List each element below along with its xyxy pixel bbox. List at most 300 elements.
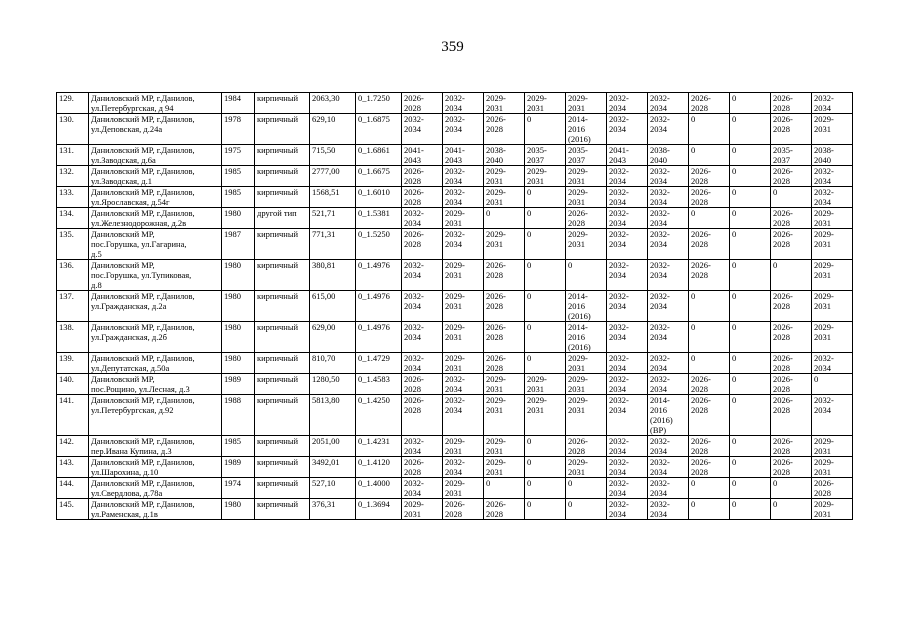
term-8-cell-line: 0 xyxy=(691,291,696,301)
area-cell: 615,00 xyxy=(310,291,356,322)
term-1-cell-line: 2028 xyxy=(404,103,421,113)
term-3-cell-line: 2026- xyxy=(486,260,506,270)
area-cell: 376,31 xyxy=(310,499,356,520)
term-11-cell-line: 2029- xyxy=(814,229,834,239)
term-4-cell-line: 0 xyxy=(527,499,532,509)
term-9-cell-line: 0 xyxy=(732,114,737,124)
term-5-cell-line: 0 xyxy=(568,478,573,488)
term-7-cell-line: 2034 xyxy=(650,124,667,134)
term-6-cell-line: 2034 xyxy=(609,509,626,519)
term-7-cell xyxy=(648,229,689,260)
material-cell: кирпичный xyxy=(255,166,310,187)
term-7-cell xyxy=(648,499,689,520)
term-4-cell-line: 2031 xyxy=(527,103,544,113)
year-cell: 1987 xyxy=(222,229,255,260)
row-number: 136. xyxy=(57,260,89,291)
term-2-cell-line: 2034 xyxy=(445,103,462,113)
term-7-cell-line: 2032- xyxy=(650,291,670,301)
term-3-cell-line: 2029- xyxy=(486,374,506,384)
index-cell: 0_1.6875 xyxy=(356,114,402,145)
term-6-cell xyxy=(607,395,648,436)
term-6-cell xyxy=(607,260,648,291)
term-1-cell-line: 2032- xyxy=(404,114,424,124)
term-1-cell-line: 2026- xyxy=(404,166,424,176)
term-6-cell-line: 2032- xyxy=(609,208,629,218)
term-2-cell-line: 2032- xyxy=(445,166,465,176)
term-10-cell-line: 2026- xyxy=(773,291,793,301)
year-cell: 1988 xyxy=(222,395,255,436)
term-1-cell-line: 2032- xyxy=(404,291,424,301)
material-cell: кирпичный xyxy=(255,229,310,260)
index-cell: 0_1.4976 xyxy=(356,291,402,322)
term-10-cell xyxy=(771,499,812,520)
term-6-cell xyxy=(607,322,648,353)
term-5-cell-line: (2016) xyxy=(568,311,591,321)
term-10-cell xyxy=(771,145,812,166)
term-6-cell-line: 2034 xyxy=(609,384,626,394)
term-5-cell-line: (2016) xyxy=(568,342,591,352)
term-8-cell-line: 0 xyxy=(691,499,696,509)
address-cell-line: пос.Горушка, ул.Гагарина, xyxy=(91,239,187,249)
address-cell-line: Даниловский МР, xyxy=(91,260,155,270)
term-2-cell-line: 2028 xyxy=(445,509,462,519)
year-cell: 1980 xyxy=(222,260,255,291)
table-row xyxy=(57,478,853,499)
term-2-cell xyxy=(443,145,484,166)
term-9-cell xyxy=(730,499,771,520)
term-7-cell-line: 2032- xyxy=(650,478,670,488)
row-number: 141. xyxy=(57,395,89,436)
term-2-cell xyxy=(443,322,484,353)
term-10-cell-line: 2028 xyxy=(773,218,790,228)
term-10-cell-line: 2026- xyxy=(773,114,793,124)
address-cell xyxy=(89,166,222,187)
term-11-cell-line: 2034 xyxy=(814,405,831,415)
term-10-cell xyxy=(771,208,812,229)
term-1-cell-line: 2034 xyxy=(404,218,421,228)
term-8-cell-line: 2028 xyxy=(691,197,708,207)
term-3-cell-line: 2031 xyxy=(486,197,503,207)
term-11-cell-line: 2029- xyxy=(814,114,834,124)
term-5-cell xyxy=(566,145,607,166)
term-6-cell-line: 2034 xyxy=(609,270,626,280)
term-7-cell xyxy=(648,260,689,291)
term-2-cell-line: 2031 xyxy=(445,488,462,498)
term-3-cell xyxy=(484,395,525,436)
term-1-cell-line: 2034 xyxy=(404,446,421,456)
term-1-cell xyxy=(402,145,443,166)
term-11-cell xyxy=(812,353,853,374)
term-4-cell xyxy=(525,166,566,187)
term-9-cell xyxy=(730,187,771,208)
area-cell: 527,10 xyxy=(310,478,356,499)
term-5-cell xyxy=(566,322,607,353)
term-3-cell-line: 2029- xyxy=(486,229,506,239)
term-2-cell-line: 2032- xyxy=(445,114,465,124)
term-9-cell xyxy=(730,374,771,395)
term-8-cell-line: 2028 xyxy=(691,239,708,249)
term-7-cell-line: 2034 xyxy=(650,467,667,477)
index-cell: 0_1.5250 xyxy=(356,229,402,260)
address-cell-line: Даниловский МР, г.Данилов, xyxy=(91,499,195,509)
term-3-cell xyxy=(484,291,525,322)
term-6-cell xyxy=(607,374,648,395)
term-9-cell-line: 0 xyxy=(732,145,737,155)
term-11-cell-line: 2031 xyxy=(814,124,831,134)
term-6-cell xyxy=(607,457,648,478)
term-7-cell xyxy=(648,114,689,145)
term-8-cell-line: 2026- xyxy=(691,374,711,384)
term-2-cell-line: 2029- xyxy=(445,436,465,446)
term-8-cell-line: 2028 xyxy=(691,446,708,456)
term-10-cell-line: 2028 xyxy=(773,176,790,186)
term-4-cell-line: 2029- xyxy=(527,166,547,176)
material-cell: кирпичный xyxy=(255,260,310,291)
term-7-cell xyxy=(648,395,689,436)
term-2-cell xyxy=(443,499,484,520)
term-3-cell-line: 2026- xyxy=(486,322,506,332)
term-11-cell-line: 2038- xyxy=(814,145,834,155)
term-7-cell-line: 2034 xyxy=(650,270,667,280)
term-8-cell xyxy=(689,166,730,187)
term-1-cell-line: 2043 xyxy=(404,155,421,165)
term-7-cell-line: (ВР) xyxy=(650,425,667,435)
term-8-cell-line: 2026- xyxy=(691,395,711,405)
term-4-cell xyxy=(525,353,566,374)
table-row xyxy=(57,208,853,229)
term-10-cell xyxy=(771,229,812,260)
term-4-cell-line: 0 xyxy=(527,260,532,270)
term-5-cell xyxy=(566,114,607,145)
term-5-cell-line: 2037 xyxy=(568,155,585,165)
table-row xyxy=(57,395,853,436)
term-6-cell-line: 2032- xyxy=(609,166,629,176)
term-4-cell xyxy=(525,145,566,166)
term-6-cell-line: 2043 xyxy=(609,155,626,165)
term-10-cell-line: 2028 xyxy=(773,363,790,373)
term-7-cell xyxy=(648,208,689,229)
address-cell-line: Даниловский МР, г.Данилов, xyxy=(91,166,195,176)
term-5-cell xyxy=(566,374,607,395)
term-2-cell-line: 2043 xyxy=(445,155,462,165)
term-10-cell xyxy=(771,260,812,291)
term-1-cell-line: 2026- xyxy=(404,93,424,103)
term-6-cell-line: 2032- xyxy=(609,114,629,124)
term-1-cell xyxy=(402,114,443,145)
term-6-cell xyxy=(607,478,648,499)
term-5-cell-line: 2031 xyxy=(568,405,585,415)
term-11-cell-line: 2040 xyxy=(814,155,831,165)
year-cell: 1974 xyxy=(222,478,255,499)
address-cell xyxy=(89,353,222,374)
term-7-cell-line: 2032- xyxy=(650,93,670,103)
address-cell-line: ул.Гражданская, д.2б xyxy=(91,332,167,342)
material-cell: кирпичный xyxy=(255,114,310,145)
term-9-cell-line: 0 xyxy=(732,260,737,270)
term-5-cell-line: 2031 xyxy=(568,197,585,207)
term-9-cell-line: 0 xyxy=(732,229,737,239)
row-number: 135. xyxy=(57,229,89,260)
year-cell: 1985 xyxy=(222,187,255,208)
term-6-cell-line: 2032- xyxy=(609,374,629,384)
term-3-cell-line: 2026- xyxy=(486,353,506,363)
term-6-cell-line: 2034 xyxy=(609,488,626,498)
term-11-cell xyxy=(812,457,853,478)
term-11-cell-line: 2029- xyxy=(814,208,834,218)
table-row xyxy=(57,353,853,374)
term-4-cell xyxy=(525,478,566,499)
term-9-cell-line: 0 xyxy=(732,436,737,446)
term-7-cell-line: 2016 xyxy=(650,405,667,415)
term-4-cell xyxy=(525,260,566,291)
term-7-cell-line: 2032- xyxy=(650,260,670,270)
term-2-cell xyxy=(443,478,484,499)
term-9-cell xyxy=(730,457,771,478)
term-7-cell-line: 2034 xyxy=(650,446,667,456)
term-10-cell xyxy=(771,322,812,353)
term-6-cell-line: 2032- xyxy=(609,322,629,332)
area-cell: 1568,51 xyxy=(310,187,356,208)
term-3-cell-line: 2028 xyxy=(486,332,503,342)
term-1-cell-line: 2032- xyxy=(404,436,424,446)
term-3-cell-line: 0 xyxy=(486,208,491,218)
term-1-cell-line: 2028 xyxy=(404,384,421,394)
term-3-cell-line: 2028 xyxy=(486,509,503,519)
term-11-cell xyxy=(812,395,853,436)
material-cell: кирпичный xyxy=(255,395,310,436)
address-cell-line: д.8 xyxy=(91,280,102,290)
address-cell xyxy=(89,187,222,208)
table-row xyxy=(57,322,853,353)
address-cell-line: Даниловский МР, г.Данилов, xyxy=(91,291,195,301)
term-8-cell-line: 2026- xyxy=(691,166,711,176)
term-4-cell-line: 2031 xyxy=(527,405,544,415)
term-11-cell-line: 2031 xyxy=(814,467,831,477)
year-cell: 1980 xyxy=(222,353,255,374)
term-8-cell-line: 2026- xyxy=(691,260,711,270)
term-11-cell-line: 2034 xyxy=(814,197,831,207)
term-8-cell xyxy=(689,436,730,457)
term-11-cell-line: 2032- xyxy=(814,93,834,103)
term-2-cell xyxy=(443,93,484,114)
term-1-cell xyxy=(402,93,443,114)
term-10-cell-line: 2028 xyxy=(773,467,790,477)
term-9-cell xyxy=(730,166,771,187)
term-5-cell xyxy=(566,208,607,229)
term-11-cell xyxy=(812,93,853,114)
term-7-cell-line: 2032- xyxy=(650,322,670,332)
term-7-cell-line: 2014- xyxy=(650,395,670,405)
term-1-cell-line: 2026- xyxy=(404,187,424,197)
term-5-cell-line: 2035- xyxy=(568,145,588,155)
year-cell: 1989 xyxy=(222,457,255,478)
table-row xyxy=(57,229,853,260)
term-1-cell xyxy=(402,187,443,208)
term-11-cell-line: 2034 xyxy=(814,363,831,373)
term-1-cell-line: 2034 xyxy=(404,301,421,311)
term-1-cell-line: 2032- xyxy=(404,478,424,488)
material-cell: кирпичный xyxy=(255,478,310,499)
term-5-cell-line: 2029- xyxy=(568,374,588,384)
term-11-cell-line: 2029- xyxy=(814,322,834,332)
term-1-cell-line: 2028 xyxy=(404,405,421,415)
area-cell: 715,50 xyxy=(310,145,356,166)
term-4-cell-line: 0 xyxy=(527,436,532,446)
term-3-cell xyxy=(484,374,525,395)
area-cell: 1280,50 xyxy=(310,374,356,395)
term-6-cell-line: 2032- xyxy=(609,457,629,467)
term-6-cell-line: 2034 xyxy=(609,218,626,228)
address-cell-line: Даниловский МР, г.Данилов, xyxy=(91,436,195,446)
term-5-cell-line: 2016 xyxy=(568,332,585,342)
term-2-cell xyxy=(443,208,484,229)
term-2-cell-line: 2031 xyxy=(445,270,462,280)
term-8-cell xyxy=(689,395,730,436)
term-7-cell xyxy=(648,187,689,208)
address-cell-line: Даниловский МР, г.Данилов, xyxy=(91,478,195,488)
area-cell: 771,31 xyxy=(310,229,356,260)
term-3-cell-line: 2028 xyxy=(486,363,503,373)
term-8-cell-line: 0 xyxy=(691,114,696,124)
address-cell xyxy=(89,114,222,145)
term-7-cell-line: 2032- xyxy=(650,187,670,197)
term-2-cell-line: 2029- xyxy=(445,208,465,218)
term-10-cell-line: 2028 xyxy=(773,384,790,394)
term-11-cell-line: 2031 xyxy=(814,270,831,280)
area-cell: 3492,01 xyxy=(310,457,356,478)
address-cell-line: ул.Гражданская, д.2а xyxy=(91,301,167,311)
term-2-cell xyxy=(443,260,484,291)
term-7-cell xyxy=(648,436,689,457)
term-10-cell xyxy=(771,457,812,478)
term-9-cell xyxy=(730,114,771,145)
term-5-cell-line: 2031 xyxy=(568,363,585,373)
address-cell-line: Даниловский МР, г.Данилов, xyxy=(91,187,195,197)
term-5-cell-line: 2029- xyxy=(568,229,588,239)
term-10-cell-line: 0 xyxy=(773,187,778,197)
term-4-cell-line: 0 xyxy=(527,291,532,301)
term-7-cell-line: 2032- xyxy=(650,229,670,239)
address-cell-line: ул.Петербургская, д.92 xyxy=(91,405,174,415)
term-7-cell xyxy=(648,457,689,478)
term-6-cell xyxy=(607,229,648,260)
term-4-cell xyxy=(525,291,566,322)
index-cell: 0_1.4120 xyxy=(356,457,402,478)
term-6-cell xyxy=(607,145,648,166)
term-3-cell-line: 2029- xyxy=(486,436,506,446)
term-6-cell-line: 2034 xyxy=(609,239,626,249)
term-2-cell xyxy=(443,395,484,436)
term-5-cell-line: 2029- xyxy=(568,457,588,467)
term-8-cell-line: 2028 xyxy=(691,384,708,394)
address-cell-line: ул.Заводская, д.6а xyxy=(91,155,156,165)
term-5-cell-line: 2026- xyxy=(568,436,588,446)
address-cell-line: ул.Заводская, д.1 xyxy=(91,176,152,186)
term-5-cell xyxy=(566,395,607,436)
term-11-cell-line: 2034 xyxy=(814,103,831,113)
term-2-cell-line: 2029- xyxy=(445,478,465,488)
term-11-cell-line: 0 xyxy=(814,374,819,384)
term-3-cell xyxy=(484,93,525,114)
address-cell-line: Даниловский МР, г.Данилов, xyxy=(91,93,195,103)
term-7-cell-line: 2034 xyxy=(650,488,667,498)
address-cell xyxy=(89,436,222,457)
term-11-cell xyxy=(812,374,853,395)
term-6-cell xyxy=(607,353,648,374)
term-10-cell-line: 2028 xyxy=(773,301,790,311)
term-10-cell-line: 2037 xyxy=(773,155,790,165)
term-10-cell xyxy=(771,114,812,145)
term-10-cell-line: 2026- xyxy=(773,229,793,239)
term-10-cell-line: 2026- xyxy=(773,93,793,103)
term-9-cell-line: 0 xyxy=(732,187,737,197)
term-8-cell xyxy=(689,457,730,478)
term-5-cell-line: 0 xyxy=(568,499,573,509)
term-7-cell xyxy=(648,478,689,499)
term-10-cell-line: 2028 xyxy=(773,124,790,134)
term-2-cell-line: 2034 xyxy=(445,405,462,415)
term-5-cell-line: 2026- xyxy=(568,208,588,218)
term-9-cell-line: 0 xyxy=(732,291,737,301)
term-10-cell xyxy=(771,353,812,374)
term-2-cell-line: 2034 xyxy=(445,239,462,249)
term-3-cell-line: 2029- xyxy=(486,457,506,467)
term-8-cell xyxy=(689,93,730,114)
term-8-cell-line: 0 xyxy=(691,322,696,332)
term-5-cell xyxy=(566,187,607,208)
term-1-cell xyxy=(402,166,443,187)
term-10-cell-line: 2026- xyxy=(773,208,793,218)
term-9-cell xyxy=(730,353,771,374)
term-4-cell xyxy=(525,436,566,457)
term-5-cell-line: 2031 xyxy=(568,239,585,249)
term-8-cell-line: 2026- xyxy=(691,187,711,197)
year-cell: 1978 xyxy=(222,114,255,145)
term-11-cell-line: 2029- xyxy=(814,457,834,467)
term-1-cell-line: 2032- xyxy=(404,353,424,363)
term-4-cell xyxy=(525,395,566,436)
term-2-cell-line: 2034 xyxy=(445,124,462,134)
term-8-cell xyxy=(689,145,730,166)
term-9-cell xyxy=(730,93,771,114)
term-6-cell-line: 2032- xyxy=(609,353,629,363)
area-cell: 629,00 xyxy=(310,322,356,353)
address-cell xyxy=(89,395,222,436)
term-4-cell xyxy=(525,93,566,114)
term-11-cell xyxy=(812,229,853,260)
term-7-cell-line: 2034 xyxy=(650,103,667,113)
table-row xyxy=(57,145,853,166)
term-5-cell xyxy=(566,499,607,520)
term-7-cell-line: 2034 xyxy=(650,509,667,519)
term-9-cell xyxy=(730,229,771,260)
term-5-cell-line: 2031 xyxy=(568,467,585,477)
term-9-cell-line: 0 xyxy=(732,457,737,467)
term-3-cell-line: 2031 xyxy=(486,103,503,113)
row-number: 142. xyxy=(57,436,89,457)
address-cell xyxy=(89,260,222,291)
material-cell: кирпичный xyxy=(255,457,310,478)
term-2-cell xyxy=(443,353,484,374)
term-9-cell-line: 0 xyxy=(732,395,737,405)
term-10-cell-line: 2026- xyxy=(773,395,793,405)
index-cell: 0_1.7250 xyxy=(356,93,402,114)
term-11-cell xyxy=(812,208,853,229)
table-row xyxy=(57,93,853,114)
address-cell-line: пос.Рощино, ул.Лесная, д.3 xyxy=(91,384,190,394)
term-8-cell-line: 0 xyxy=(691,145,696,155)
term-8-cell xyxy=(689,229,730,260)
